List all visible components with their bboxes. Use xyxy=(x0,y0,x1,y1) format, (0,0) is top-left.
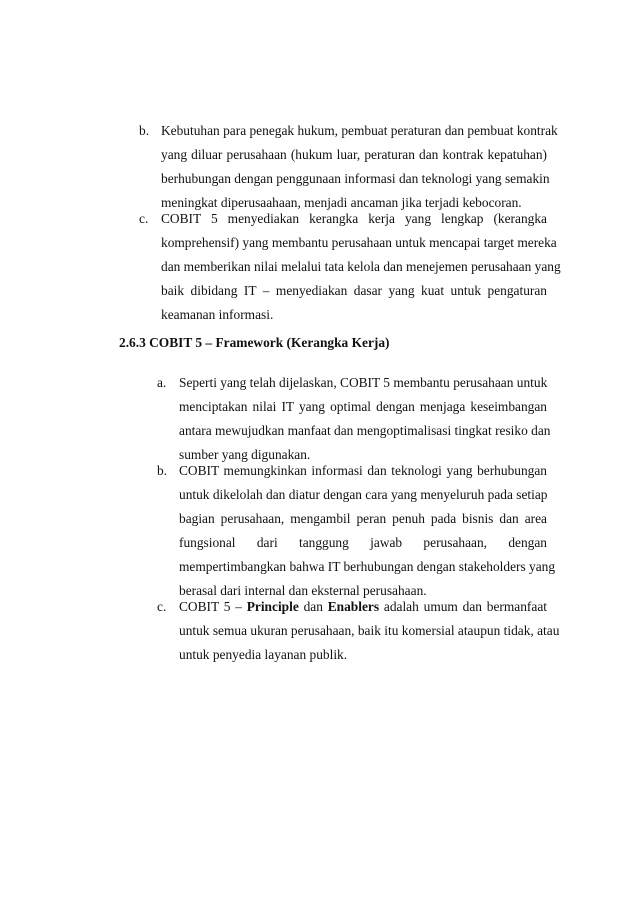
paragraph-line: yang diluar perusahaan (hukum luar, peraturan dan kontrak kepatuhan) xyxy=(161,147,547,162)
text-run: dan xyxy=(298,599,328,614)
paragraph-line: sumber yang digunakan. xyxy=(179,447,311,462)
paragraph-line: COBIT memungkinkan informasi dan teknologi yang berhubungan xyxy=(179,463,547,478)
paragraph-line: keamanan informasi. xyxy=(161,307,274,322)
text-run: COBIT 5 – xyxy=(179,599,247,614)
paragraph-line: fungsional dari tanggung jawab perusahaan, dengan xyxy=(179,535,547,550)
paragraph-line: berasal dari internal dan eksternal perusahaan. xyxy=(179,583,427,598)
bold-term-principle: Principle xyxy=(246,599,299,614)
paragraph-line: berhubungan dengan penggunaan informasi dan teknologi yang semakin xyxy=(161,171,550,186)
paragraph-line: bagian perusahaan, mengambil peran penuh pada bisnis dan area xyxy=(179,511,547,526)
paragraph-line: meningkat diperusaahaan, menjadi ancaman jika terjadi kebocoran. xyxy=(161,195,522,210)
paragraph-line: untuk dikelolah dan diatur dengan cara yang menyeluruh pada setiap xyxy=(179,487,548,502)
paragraph-line: untuk semua ukuran perusahaan, baik itu komersial ataupun tidak, atau xyxy=(179,623,560,638)
bold-term-enablers: Enablers xyxy=(327,599,380,614)
paragraph-line: mempertimbangkan bahwa IT berhubungan dengan stakeholders yang xyxy=(179,559,556,574)
text-run: adalah umum dan bermanfaat xyxy=(379,599,547,614)
paragraph-line: komprehensif) yang membantu perusahaan untuk mencapai target mereka xyxy=(161,235,557,250)
list-marker: c. xyxy=(139,211,149,226)
paragraph-line: antara mewujudkan manfaat dan mengoptimalisasi tingkat resiko dan xyxy=(179,423,551,438)
section-heading: 2.6.3 COBIT 5 – Framework (Kerangka Kerja) xyxy=(119,335,390,350)
paragraph-line: Seperti yang telah dijelaskan, COBIT 5 membantu perusahaan untuk xyxy=(179,375,548,390)
list-marker: c. xyxy=(157,599,167,614)
paragraph-line: baik dibidang IT – menyediakan dasar yang kuat untuk pengaturan xyxy=(161,283,547,298)
paragraph-line: untuk penyedia layanan publik. xyxy=(179,647,348,662)
list-marker: a. xyxy=(157,375,167,390)
paragraph-line: Kebutuhan para penegak hukum, pembuat peraturan dan pembuat kontrak xyxy=(161,123,558,138)
list-marker: b. xyxy=(139,123,150,138)
paragraph-line: COBIT 5 menyediakan kerangka kerja yang lengkap (kerangka xyxy=(161,211,547,226)
paragraph-line: dan memberikan nilai melalui tata kelola dan menejemen perusahaan yang xyxy=(161,259,561,274)
list-marker: b. xyxy=(157,463,168,478)
paragraph-line xyxy=(179,597,547,617)
paragraph-line: menciptakan nilai IT yang optimal dengan menjaga keseimbangan xyxy=(179,399,547,414)
